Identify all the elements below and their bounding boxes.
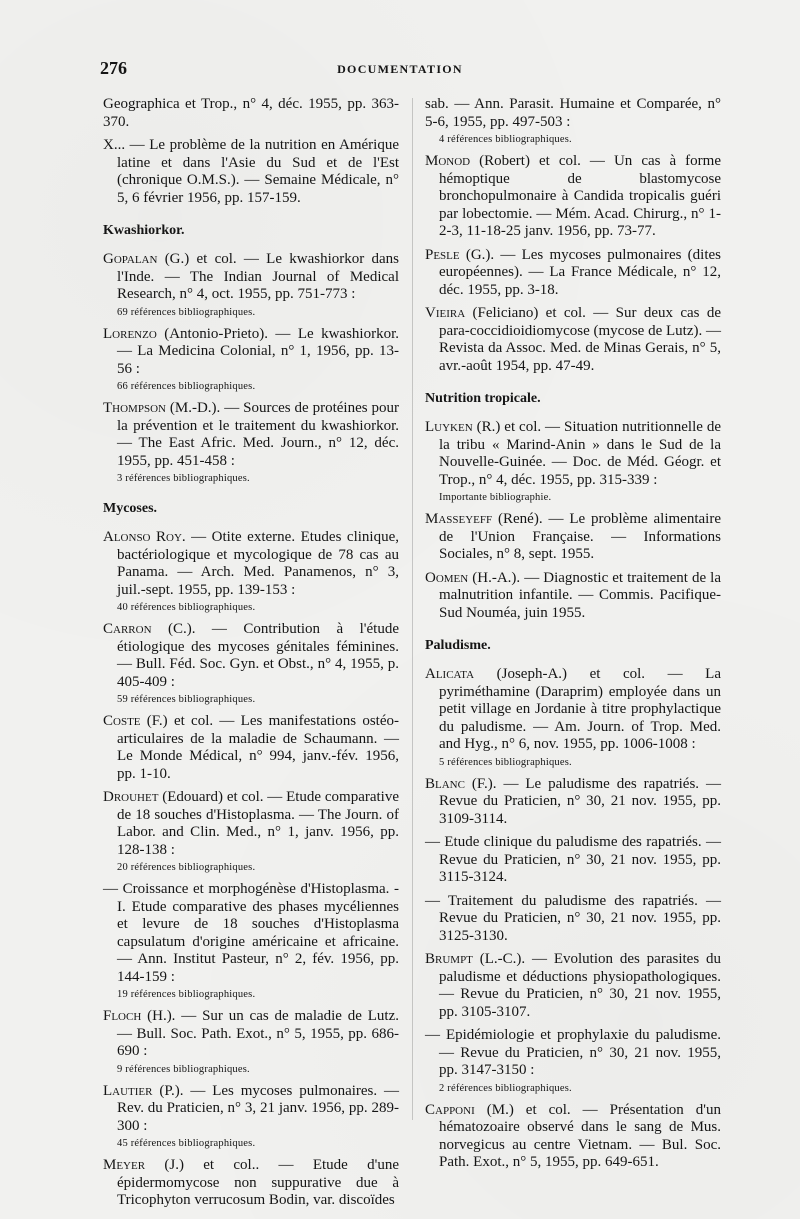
- reference-count: 59 références bibliographiques.: [117, 694, 256, 705]
- section-title-paludisme: Paludisme.: [425, 638, 491, 653]
- entry-blanc: [425, 776, 721, 829]
- entry-text: (G.). — Les mycoses pulmonaires (dites européennes). — La France Médicale, n° 12, déc. 1955, pp. 3-18.: [439, 246, 721, 298]
- entry-alonso: [103, 529, 399, 599]
- reference-count: 9 références bibliographiques.: [117, 1063, 250, 1075]
- entry-text: (Robert) et col. — Un cas à forme hémoptique de blastomycose bronchopulmonaire à Candida tropicalis guéri par lobectomie. — Mém. Acad. Chirurg., n° 1-2-3, 11-18-25 janv. 1956, pp. 73-77.: [439, 153, 721, 239]
- entry-text: (Joseph-A.) et col. — La pyriméthamine (Daraprim) employée dans un petit village en Jordanie à titre prophylactique du paludisme. — Am. Journ. of Trop. Med. and Hyg., n° 6, nov. 1955, pp. 1006-1008 :: [439, 666, 721, 752]
- author-name: Capponi: [425, 1101, 475, 1118]
- entry-text: (C.). — Contribution à l'étude étiologique des mycoses génitales féminines. — Bull. Féd. Soc. Gyn. et Obst., n° 4, 1955, p. 405-409 :: [117, 621, 399, 690]
- entry-text: (H.). — Sur un cas de maladie de Lutz. — Bull. Soc. Path. Exot., n° 5, 1955, pp. 686-690 :: [117, 1008, 399, 1059]
- author-name: Pesle: [425, 246, 460, 263]
- author-name: Oomen: [425, 569, 469, 586]
- author-name: Vieira: [425, 305, 466, 321]
- reference-count: 20 références bibliographiques.: [117, 862, 256, 873]
- entry-text: . — Otite externe. Etudes clinique, bactériologique et mycologique de 78 cas au Panama. — Arch. Med. Panamenos, n° 3, juil.-sept. 1955, pp. 139-153 :: [117, 529, 399, 598]
- entry-text: (M.-D.). — Sources de protéines pour la prévention et le traitement du kwashiorkor. — The East Afric. Med. Journ., n° 12, déc. 1955, pp. 451-458 :: [117, 400, 399, 469]
- author-name: Luyken: [425, 419, 473, 435]
- right-column: [425, 96, 721, 1178]
- author-name: Floch: [103, 1008, 142, 1024]
- section-title-nutrition: Nutrition tropicale.: [425, 391, 541, 406]
- entry-traitement: — Traitement du paludisme des rapatriés. — Revue du Praticien, n° 30, 21 nov. 1955, pp. 3125-3130.: [425, 892, 721, 944]
- entry-vieira: [425, 305, 721, 375]
- entry-thompson: [103, 400, 399, 470]
- reference-count: Importante bibliographie.: [439, 492, 552, 503]
- entry-masseyeff: [425, 511, 721, 564]
- entry-alicata: [425, 666, 721, 754]
- left-column: [103, 96, 399, 1216]
- entry-continuation: sab. — Ann. Parasit. Humaine et Comparée, n° 5-6, 1955, pp. 497-503 :: [425, 96, 721, 130]
- author-name: Carron: [103, 621, 152, 637]
- reference-count: 40 références bibliographiques.: [117, 602, 256, 613]
- author-name: Monod: [425, 153, 471, 169]
- author-name: Coste: [103, 713, 141, 729]
- reference-count: 5 références bibliographiques.: [439, 756, 572, 768]
- author-name: Meyer: [103, 1157, 146, 1173]
- reference-count: 4 références bibliographiques.: [439, 134, 572, 145]
- author-name: Lorenzo: [103, 325, 157, 342]
- entry-pesle: [425, 247, 721, 300]
- reference-count: 69 références bibliographiques.: [117, 306, 256, 318]
- entry-text: (L.-C.). — Evolution des parasites du paludisme et déductions physiopathologiques. — Revue du Praticien, n° 30, 21 nov. 1955, pp. 3105-3107.: [439, 951, 721, 1020]
- author-name: Blanc: [425, 775, 465, 792]
- entry-croissance: — Croissance et morphogénèse d'Histoplasma. - I. Etude comparative des phases mycéliennes et levure de 18 souches d'Histoplasma capsulatum d'origine américaine et africaine. — Ann. Institut Pasteur, n° 2, fév. 1956, pp. 144-159 :: [103, 881, 399, 985]
- entry-meyer: [103, 1157, 399, 1210]
- author-name: Drouhet: [103, 789, 159, 805]
- entry-text: (P.). — Les mycoses pulmonaires. — Rev. du Praticien, n° 3, 21 janv. 1956, pp. 289-300 :: [117, 1082, 399, 1134]
- entry-text: (Antonio-Prieto). — Le kwashiorkor. — La Medicina Colonial, n° 1, 1956, pp. 13-56 :: [117, 325, 399, 377]
- running-head: [100, 58, 700, 80]
- entry-text: (J.) et col.. — Etude d'une épidermomycose non suppurative due à Tricophyton verrucosum Bodin, var. discoïdes: [117, 1157, 399, 1208]
- entry-text: (R.) et col. — Situation nutritionnelle de la tribu « Marind-Anin » dans le Sud de la Nouvelle-Guinée. — Doc. de Méd. Géogr. et Trop., n° 4, déc. 1955, pp. 315-339 :: [439, 419, 721, 488]
- section-title-mycoses: Mycoses.: [103, 501, 158, 516]
- author-name: Brumpt: [425, 951, 473, 967]
- entry-lautier: [103, 1083, 399, 1136]
- author-name: Lautier: [103, 1082, 153, 1099]
- entry-coste: [103, 713, 399, 783]
- entry-text: (Edouard) et col. — Etude comparative de 18 souches d'Histoplasma. — The Journ. of Labor. and Clin. Med., n° 1, janv. 1956, pp. 128-138 :: [117, 789, 399, 858]
- entry-text: (Feliciano) et col. — Sur deux cas de para-coccidioidiomycose (mycose de Lutz). — Revista da Assoc. Med. de Minas Gerais, n° 5, avr.-août 1954, pp. 47-49.: [439, 305, 721, 374]
- page-title: DOCUMENTATION: [337, 62, 463, 76]
- column-divider: [412, 98, 413, 1120]
- page-number: 276: [100, 58, 127, 78]
- entry-text: (M.) et col. — Présentation d'un hématozoaire observé dans le sang de Mus. norvegicus au centre Vietnam. — Bul. Soc. Path. Exot., n° 5, 1955, pp. 649-651.: [439, 1101, 721, 1170]
- entry-capponi: [425, 1102, 721, 1172]
- entry-monod: [425, 153, 721, 241]
- reference-count: 3 références bibliographiques.: [117, 473, 250, 484]
- entry-text: (F.). — Le paludisme des rapatriés. — Revue du Praticien, n° 30, 21 nov. 1955, pp. 3109-3114.: [439, 775, 721, 827]
- entry-floch: [103, 1008, 399, 1061]
- author-name: Alicata: [425, 666, 475, 682]
- entry-carron: [103, 621, 399, 691]
- entry-epidemiologie: — Epidémiologie et prophylaxie du paludisme. — Revue du Praticien, n° 30, 21 nov. 1955, pp. 3147-3150 :: [425, 1027, 721, 1078]
- section-title-kwashiorkor: Kwashiorkor.: [103, 223, 185, 238]
- author-name: Gopalan: [103, 251, 158, 267]
- reference-count: 19 références bibliographiques.: [117, 989, 256, 1000]
- reference-count: 45 références bibliographiques.: [117, 1138, 256, 1149]
- entry-brumpt: [425, 951, 721, 1021]
- author-name: Thompson: [103, 400, 166, 416]
- entry-text: (René). — Le problème alimentaire de l'Union Française. — Informations Sociales, n° 8, sept. 1955.: [439, 511, 721, 562]
- reference-count: 66 références bibliographiques.: [117, 381, 256, 392]
- author-name: Masseyeff: [425, 511, 493, 527]
- entry-etude-clinique: — Etude clinique du paludisme des rapatriés. — Revue du Praticien, n° 30, 21 nov. 1955, pp. 3115-3124.: [425, 834, 721, 885]
- entry-drouhet: [103, 789, 399, 859]
- entry-continuation: Geographica et Trop., n° 4, déc. 1955, pp. 363-370.: [103, 96, 399, 130]
- entry-gopalan: [103, 251, 399, 304]
- entry-luyken: [425, 419, 721, 489]
- reference-count: 2 références bibliographiques.: [439, 1082, 572, 1094]
- entry-text: (F.) et col. — Les manifestations ostéo-articulaires de la maladie de Schaumann. — Le Monde Médical, n° 994, janv.-fév. 1956, pp. 1-10.: [117, 713, 399, 782]
- entry-text: (H.-A.). — Diagnostic et traitement de la malnutrition infantile. — Commis. Pacifique-Sud Nouméa, juin 1955.: [439, 569, 721, 621]
- entry-lorenzo: [103, 326, 399, 379]
- entry-oomen: [425, 570, 721, 623]
- entry-x: X... — Le problème de la nutrition en Amérique latine et dans l'Asie du Sud et de l'Est (chronique O.M.S.). — Semaine Médicale, n° 5, 6 février 1956, pp. 157-159.: [103, 137, 399, 206]
- author-name: Alonso Roy: [103, 529, 182, 545]
- entry-text: (G.) et col. — Le kwashiorkor dans l'Inde. — The Indian Journal of Medical Research, n° 4, oct. 1955, pp. 751-773 :: [117, 251, 399, 302]
